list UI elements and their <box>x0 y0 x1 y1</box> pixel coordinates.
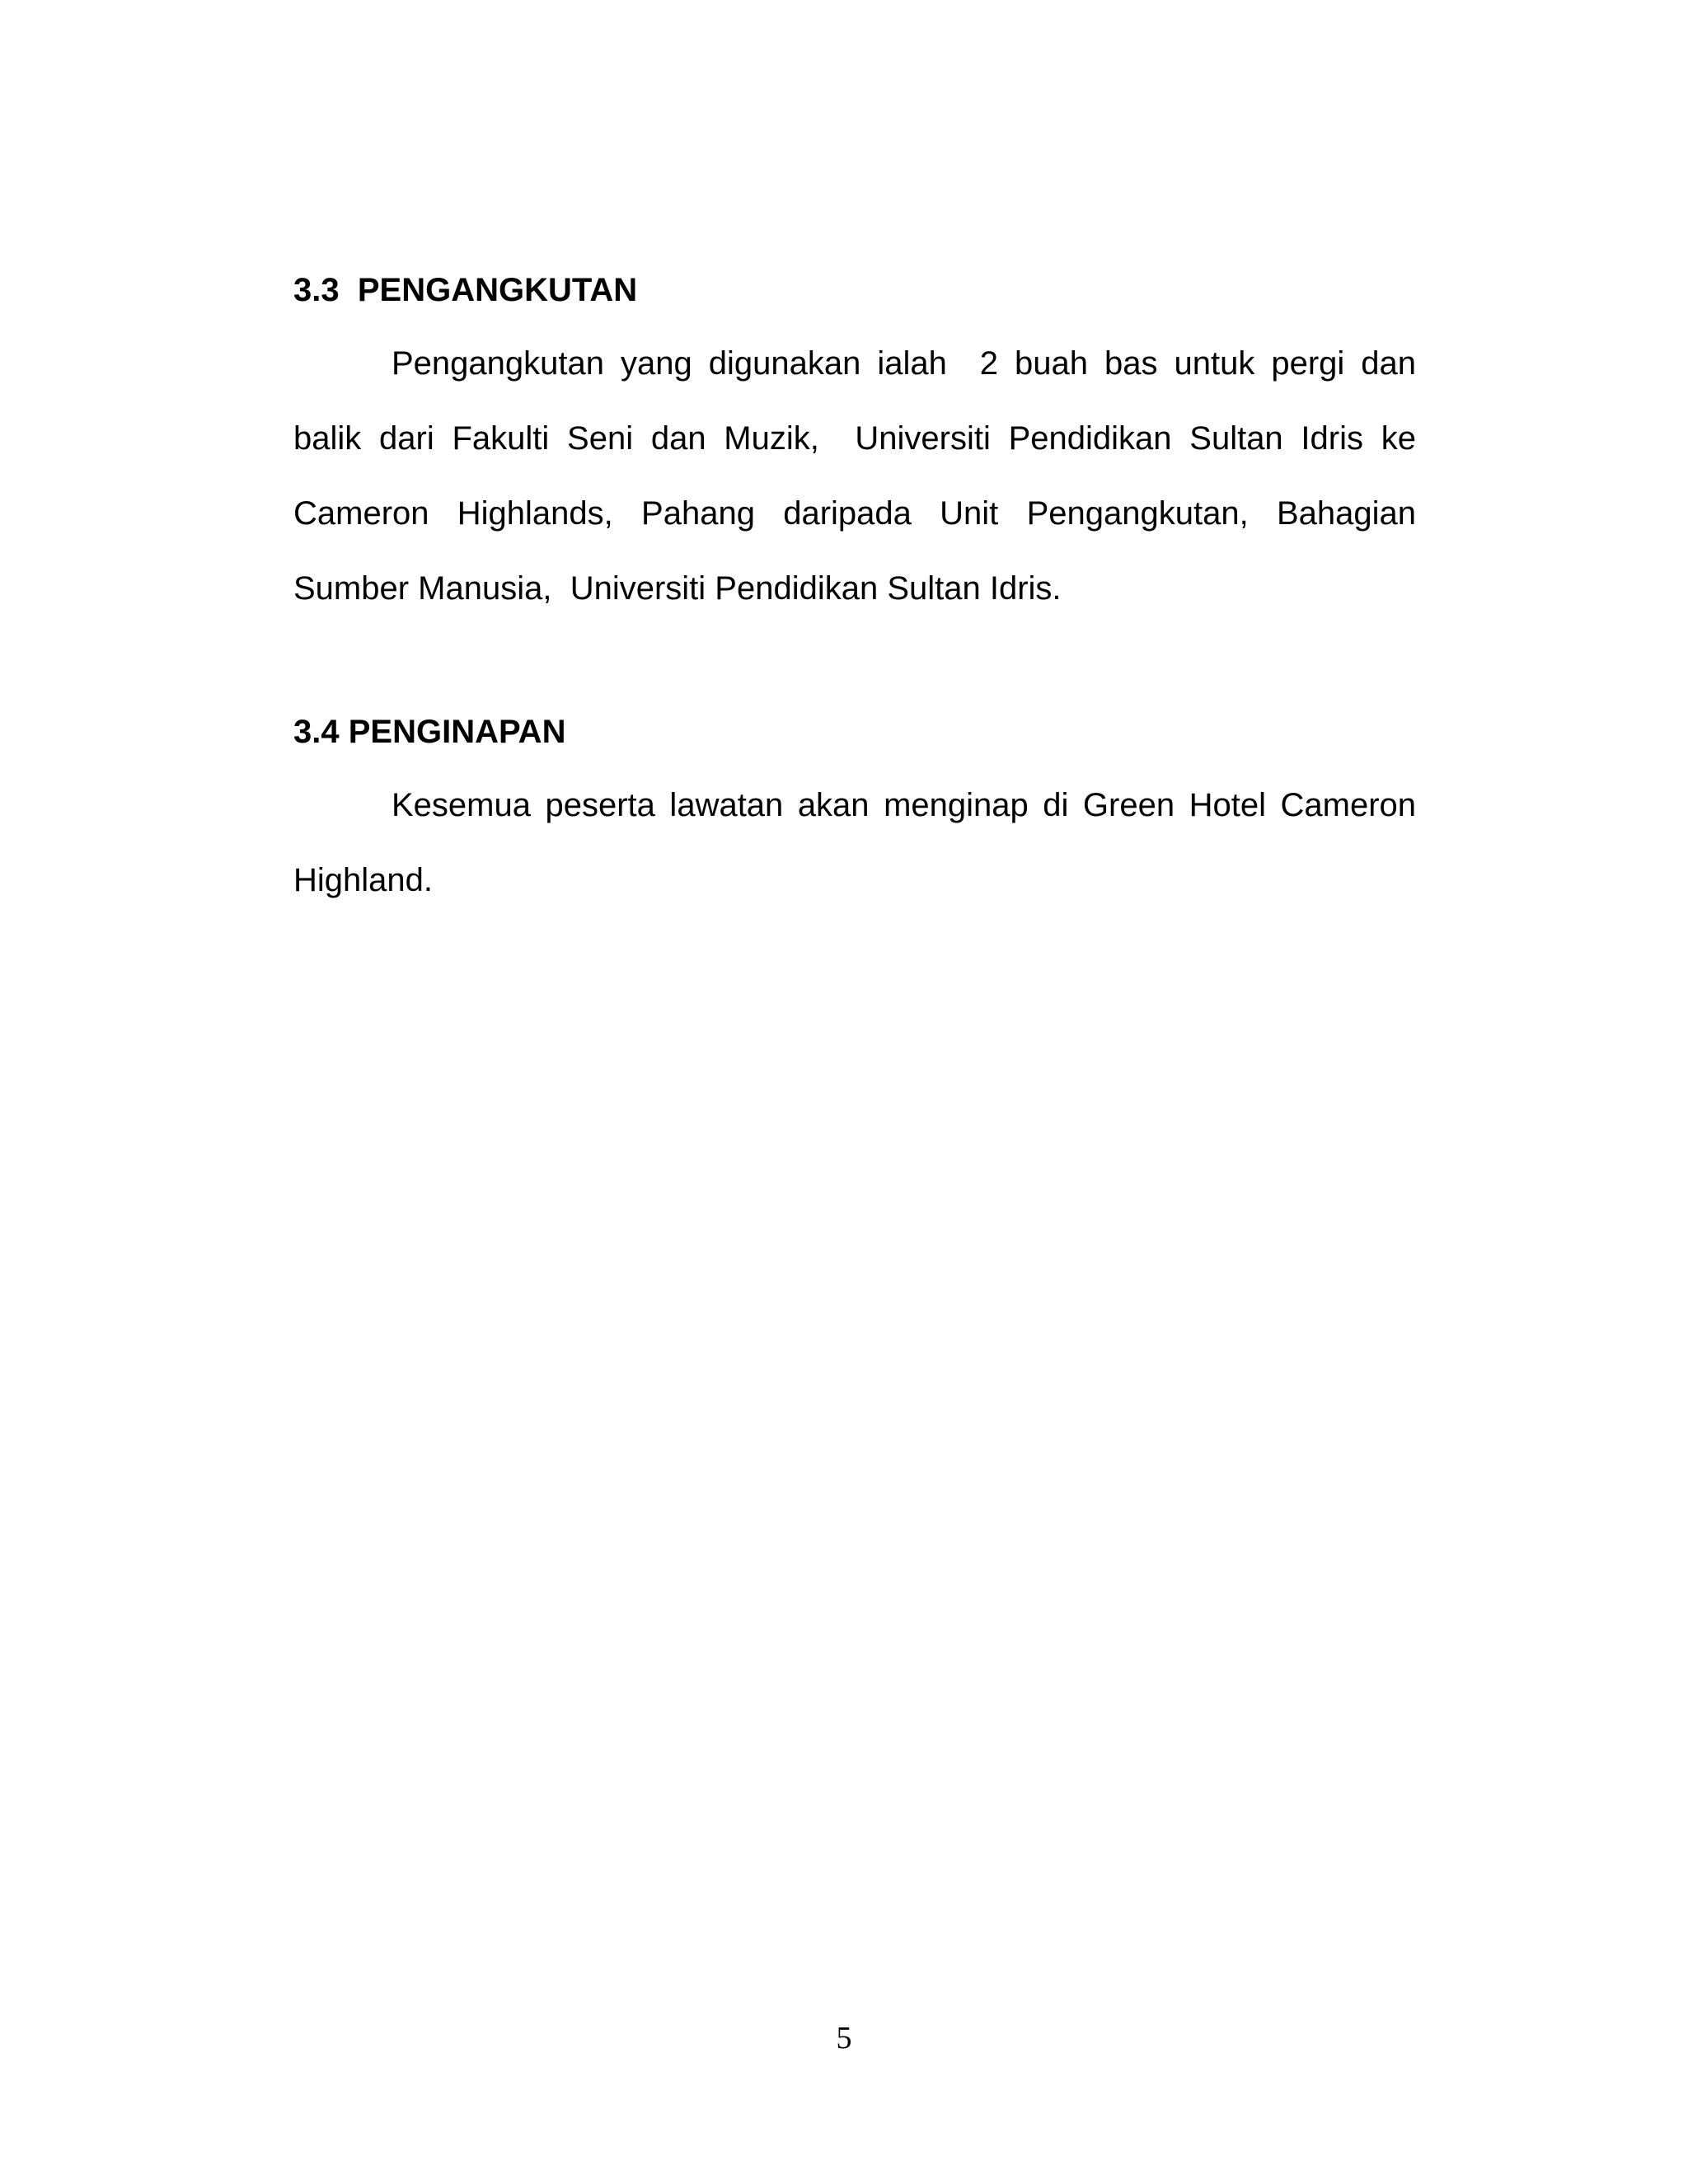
section-paragraph-penginapan: Kesemua peserta lawatan akan menginap di Green Hotel Cameron Highland. <box>293 787 1426 898</box>
page-number: 5 <box>836 2021 852 2055</box>
page-content <box>293 265 1426 918</box>
section-heading-pengangkutan: 3.3 PENGANGKUTAN <box>293 272 638 308</box>
section-paragraph-pengangkutan: Pengangkutan yang digunakan ialah 2 buah bas untuk pergi dan balik dari Fakulti Seni dan Muzik, Universiti Pendidikan Sultan Idris ke Cameron Highlands, Pahang daripada Unit Pengangkutan, Bahagian Sumber Manusia, Universiti Pendidikan Sultan Idris. <box>293 345 1426 607</box>
section-pengangkutan <box>293 265 1426 626</box>
section-heading-penginapan: 3.4 PENGINAPAN <box>293 714 566 750</box>
section-penginapan <box>293 707 1426 918</box>
